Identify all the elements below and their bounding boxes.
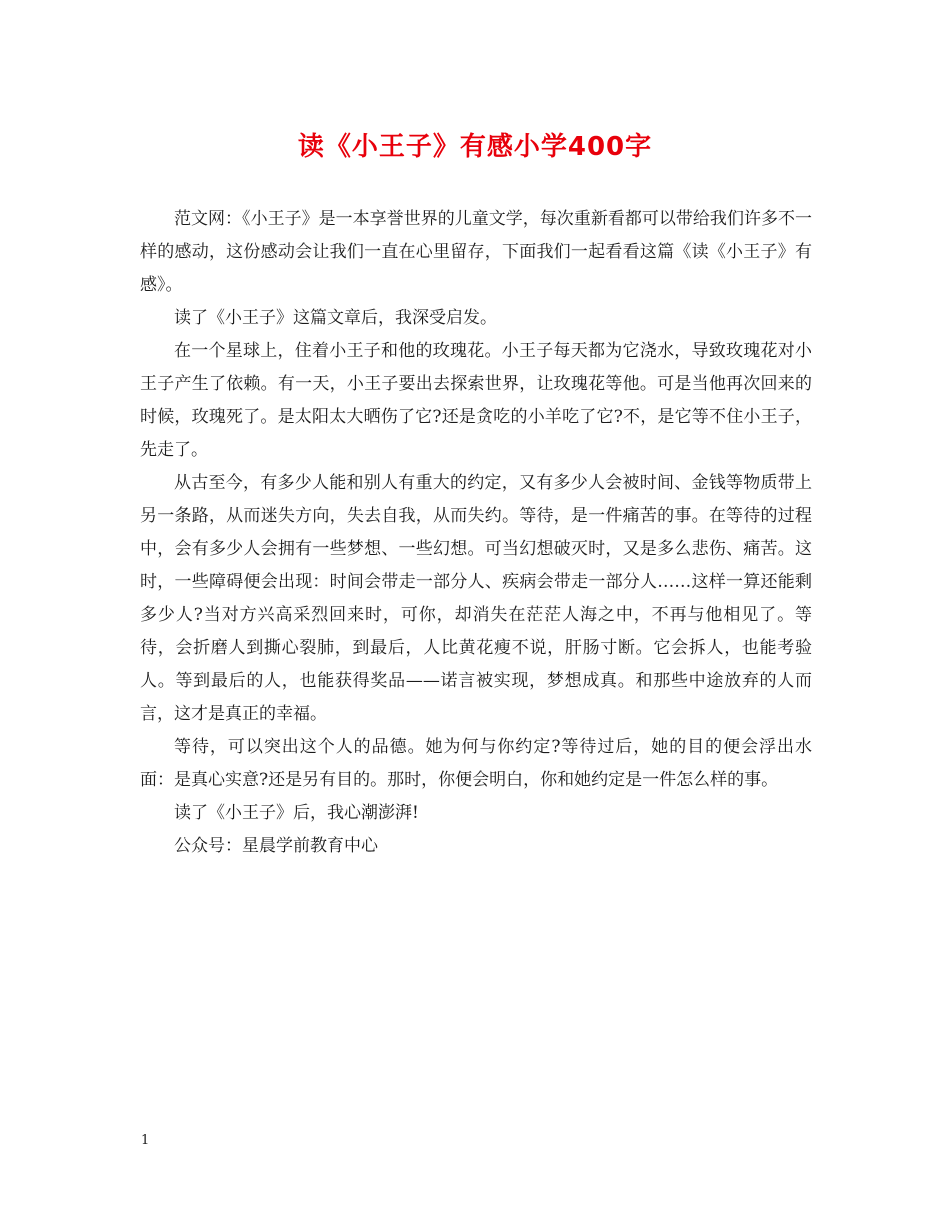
paragraph-waiting: 从古至今，有多少人能和别人有重大的约定，又有多少人会被时间、金钱等物质带上另一条路，从而迷失方向，失去自我，从而失约。等待，是一件痛苦的事。在等待的过程中，会有多少人会拥有一些梦想、一些幻想。可当幻想破灭时，又是多么悲伤、痛苦。这时，一些障碍便会出现：时间会带走一部分人、疾病会带走一部分人……这样一算还能剩多少人?当对方兴高采烈回来时，可你，却消失在茫茫人海之中，不再与他相见了。等待，会折磨人到撕心裂肺，到最后，人比黄花瘦不说，肝肠寸断。它会拆人，也能考验人。等到最后的人，也能获得奖品——诺言被实现，梦想成真。和那些中途放弃的人而言，这才是真正的幸福。 xyxy=(140,473,812,724)
page-number: 1 xyxy=(141,1133,150,1148)
paragraph-intro: 范文网：《小王子》是一本享誉世界的儿童文学，每次重新看都可以带给我们许多不一样的感动，这份感动会让我们一直在心里留存，下面我们一起看看这篇《读《小王子》有感》。 xyxy=(140,209,812,295)
paragraph-conclusion: 读了《小王子》后，我心潮澎湃! xyxy=(174,803,419,823)
paragraph-character: 等待，可以突出这个人的品德。她为何与你约定?等待过后，她的目的便会浮出水面：是真心实意?还是另有目的。那时，你便会明白，你和她约定是一件怎么样的事。 xyxy=(140,737,812,790)
paragraph-inspired: 读了《小王子》这篇文章后，我深受启发。 xyxy=(174,308,497,328)
document-body xyxy=(140,203,812,863)
document-title: 读《小王子》有感小学400字 xyxy=(297,132,653,162)
paragraph-story: 在一个星球上，住着小王子和他的玫瑰花。小王子每天都为它浇水，导致玫瑰花对小王子产生了依赖。有一天，小王子要出去探索世界，让玫瑰花等他。可是当他再次回来的时候，玫瑰死了。是太阳太大晒伤了它?还是贪吃的小羊吃了它?不，是它等不住小王子，先走了。 xyxy=(140,341,812,460)
paragraph-account: 公众号：星晨学前教育中心 xyxy=(174,836,378,856)
